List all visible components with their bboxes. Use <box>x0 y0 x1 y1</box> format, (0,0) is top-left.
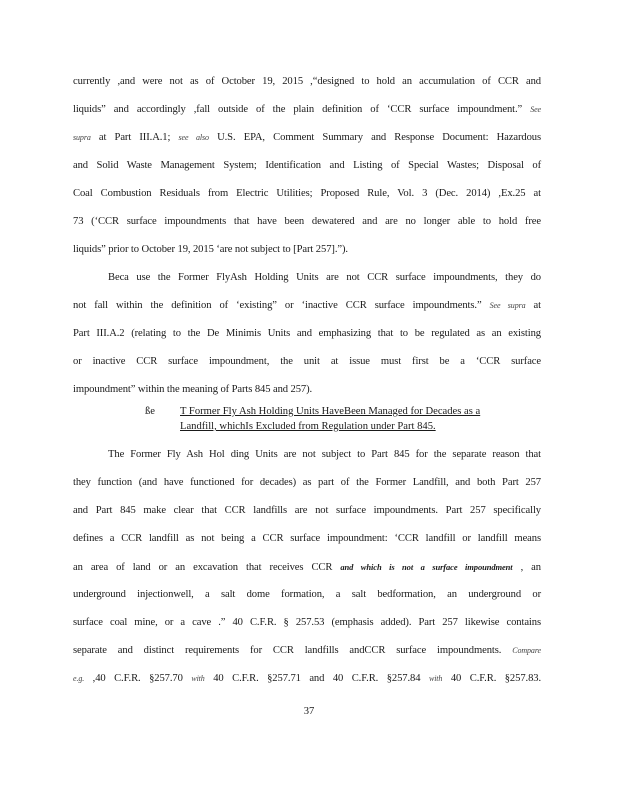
text-segment: and Part 845 make clear that CCR landfills are not surface impoundments. Part 257 specifically <box>73 505 541 516</box>
text-segment: at <box>525 300 541 311</box>
text-segment: they function (and have functioned for decades) as part of the Former Landfill, and both Part 257 <box>73 477 541 488</box>
text-segment: Part III.A.2 (relating to the De Minimis Units and emphasizing that to be regulated as an existing <box>73 328 541 339</box>
text-line-p1l7 <box>73 243 541 257</box>
text-segment: impoundment” within the meaning of Parts 845 and 257). <box>73 384 313 395</box>
text-line-p3l5 <box>73 560 541 575</box>
text-segment: and Solid Waste Management System; Identification and Listing of Special Wastes; Disposal of <box>73 160 541 171</box>
text-segment: See <box>530 105 541 114</box>
text-segment: liquids” prior to October 19, 2015 ‘are not subject to [Part 257].”). <box>73 244 348 255</box>
text-line-p3l6 <box>73 588 541 602</box>
text-segment: 73 (‘CCR surface impoundments that have been dewatered and are no longer able to hold free <box>73 216 541 227</box>
text-line-p3l9 <box>73 672 541 686</box>
text-line-p3l8 <box>73 644 541 658</box>
text-line-p2l4 <box>73 355 541 369</box>
text-line-p1l1 <box>73 75 541 89</box>
text-segment: with <box>191 674 205 683</box>
text-segment: 40 C.F.R. §257.71 and 40 C.F.R. §257.84 <box>204 673 429 684</box>
heading-line-1: T Former Fly Ash Holding Units HaveBeen Managed for Decades as a <box>180 406 481 417</box>
text-segment: with <box>428 674 443 683</box>
text-segment: separate and distinct requirements for CCR landfills andCCR surface impoundments. <box>73 645 513 656</box>
text-segment: See supra <box>489 301 526 310</box>
text-segment: at Part III.A.1; <box>90 132 179 143</box>
text-line-p2l1 <box>108 271 541 285</box>
text-segment: liquids” and accordingly ,fall outside of the plain definition of ‘CCR surface impoundment.” <box>73 104 531 115</box>
text-segment: ,40 C.F.R. §257.70 <box>84 673 192 684</box>
text-segment: and which is not a surface impoundment <box>340 562 513 572</box>
text-line-p2l2 <box>73 299 541 313</box>
text-segment: defines a CCR landfill as not being a CCR surface impoundment: ‘CCR landfill or landfill means <box>73 533 541 544</box>
text-line-p2l5 <box>73 383 541 397</box>
text-segment: Compare <box>512 646 541 655</box>
text-line-p3l3 <box>73 504 541 518</box>
section-heading <box>145 405 545 419</box>
text-segment: or inactive CCR surface impoundment, the unit at issue must first be a ‘CCR surface <box>73 356 541 367</box>
text-segment: 40 C.F.R. §257.83. <box>442 673 542 684</box>
text-line-p1l5 <box>73 187 541 201</box>
text-segment: not fall within the definition of ‘existing” or ‘inactive CCR surface impoundments.” <box>73 300 490 311</box>
text-segment: , an <box>512 562 541 573</box>
text-line-p1l4 <box>73 159 541 173</box>
text-segment: The Former Fly Ash Hol ding Units are not subject to Part 845 for the separate reason that <box>108 449 541 460</box>
text-segment: see also <box>178 133 209 142</box>
text-line-p3l4 <box>73 532 541 546</box>
page-number: 37 <box>303 706 315 717</box>
text-line-p3l1 <box>108 448 541 462</box>
text-segment: e.g. <box>73 674 85 683</box>
section-heading-cont <box>180 420 580 434</box>
text-segment: Beca use the Former FlyAsh Holding Units are not CCR surface impoundments, they do <box>108 272 541 283</box>
text-line-p3l7 <box>73 616 541 630</box>
text-segment: underground injectionwell, a salt dome formation, a salt bedformation, an underground or <box>73 589 541 600</box>
heading-label: ße <box>145 406 155 417</box>
text-segment: Coal Combustion Residuals from Electric Utilities; Proposed Rule, Vol. 3 (Dec. 2014) ,Ex.25 at <box>73 188 541 199</box>
text-segment: currently ,and were not as of October 19, 2015 ,“designed to hold an accumulation of CCR and <box>73 76 541 87</box>
heading-line-2: Landfill, whichIs Excluded from Regulation under Part 845. <box>180 421 436 432</box>
text-line-p1l3 <box>73 131 541 145</box>
text-line-p3l2 <box>73 476 541 490</box>
text-segment: supra <box>73 133 91 142</box>
text-segment: U.S. EPA, Comment Summary and Response Document: Hazardous <box>208 132 541 143</box>
text-line-p1l2 <box>73 103 541 117</box>
text-line-p2l3 <box>73 327 541 341</box>
text-segment: an area of land or an excavation that receives CCR <box>73 562 341 573</box>
text-line-p1l6 <box>73 215 541 229</box>
text-segment: surface coal mine, or a cave .” 40 C.F.R. § 257.53 (emphasis added). Part 257 likewise contains <box>73 617 541 628</box>
